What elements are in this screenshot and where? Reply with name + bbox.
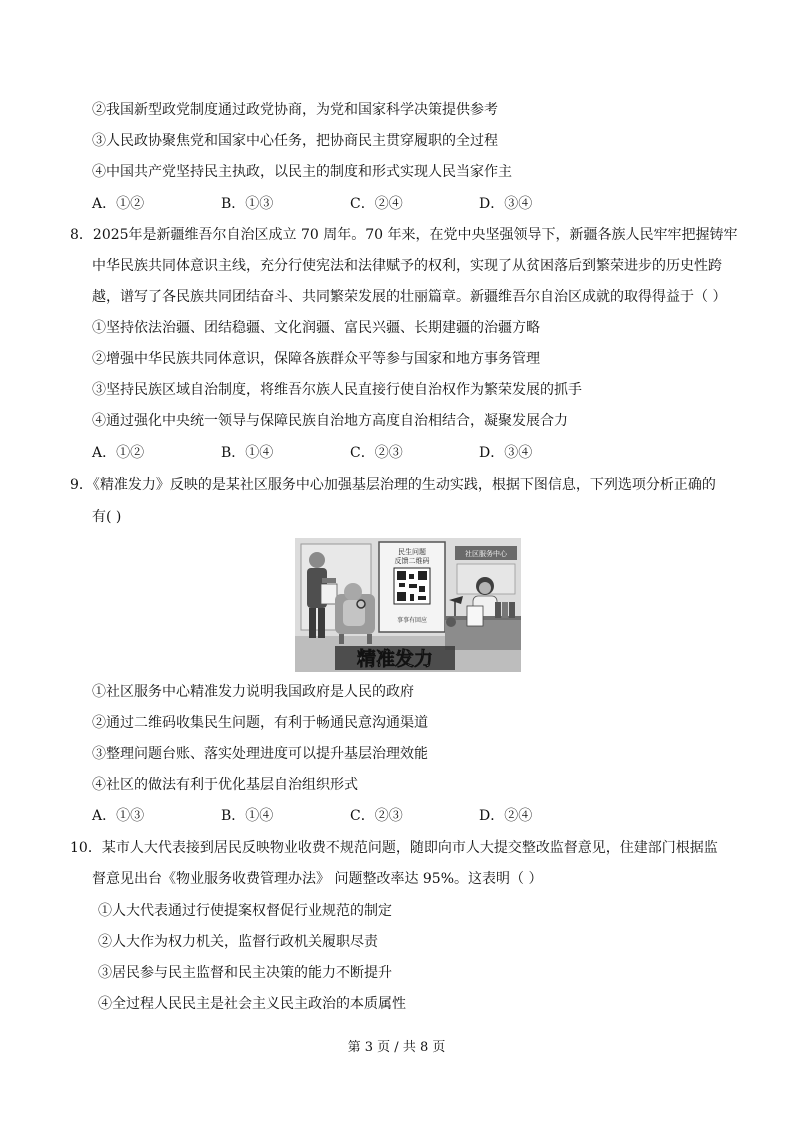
illustration-caption: 精准发力 bbox=[356, 648, 434, 670]
q8-statement-1: ①坚持依法治疆、团结稳疆、文化润疆、富民兴疆、长期建疆的治疆方略 bbox=[92, 320, 540, 336]
q8-statement-3: ③坚持民族区域自治制度，将维吾尔族人民直接行使自治权作为繁荣发展的抓手 bbox=[92, 382, 582, 398]
q9-option-c: C．②③ bbox=[350, 808, 403, 824]
q9-options bbox=[92, 806, 608, 826]
q8-statement-4: ④通过强化中央统一领导与保障民族自治地方高度自治相结合，凝聚发展合力 bbox=[92, 413, 568, 429]
q8-stem-line-3: 越，谱写了各民族共同团结奋斗、共同繁荣发展的壮丽篇章。新疆维吾尔自治区成就的取得得益于（ ） bbox=[92, 289, 727, 305]
q8-option-a: A．①② bbox=[92, 445, 145, 461]
q10-statement-3: ③居民参与民主监督和民主决策的能力不断提升 bbox=[98, 965, 392, 981]
q7-option-b: B．①③ bbox=[221, 196, 274, 212]
q8-option-c: C．②③ bbox=[350, 445, 403, 461]
q9-statement-1: ①社区服务中心精准发力说明我国政府是人民的政府 bbox=[92, 684, 414, 700]
q8-stem-line-2: 中华民族共同体意识主线，充分行使宪法和法律赋予的权利，实现了从贫困落后到繁荣进步的历史性跨 bbox=[92, 258, 722, 274]
q9-statement-2: ②通过二维码收集民生问题，有利于畅通民意沟通渠道 bbox=[92, 715, 428, 731]
q7-statement-4: ④中国共产党坚持民主执政，以民主的制度和形式实现人民当家作主 bbox=[92, 164, 512, 180]
q10-statement-4: ④全过程人民民主是社会主义民主政治的本质属性 bbox=[98, 996, 406, 1012]
q9-statement-4: ④社区的做法有利于优化基层自治组织形式 bbox=[92, 777, 358, 793]
page-footer: 第 3 页 / 共 8 页 bbox=[347, 1040, 446, 1055]
q8-option-b: B．①④ bbox=[221, 445, 274, 461]
q10-statement-1: ①人大代表通过行使提案权督促行业规范的制定 bbox=[98, 903, 392, 919]
q7-option-a: A．①② bbox=[92, 196, 145, 212]
q7-statement-3: ③人民政协聚焦党和国家中心任务，把协商民主贯穿履职的全过程 bbox=[92, 133, 498, 149]
q9-option-b: B．①④ bbox=[221, 808, 274, 824]
qr-poster-subtitle: 事事有回应 bbox=[396, 617, 428, 624]
q9-option-d: D．②④ bbox=[479, 808, 533, 824]
desk-sign-text: 社区服务中心 bbox=[465, 550, 507, 558]
q7-option-c: C．②④ bbox=[350, 196, 403, 212]
q9-stem-line-1: 9．《精准发力》反映的是某社区服务中心加强基层治理的生动实践，根据下图信息，下列选项分析正确的 bbox=[70, 477, 716, 493]
q10-statement-2: ②人大作为权力机关，监督行政机关履职尽责 bbox=[98, 934, 378, 950]
q7-options bbox=[92, 194, 608, 214]
qr-poster-line-2: 反馈二维码 bbox=[394, 557, 430, 565]
qr-poster-line-1: 民生问题 bbox=[398, 548, 426, 556]
q8-statement-2: ②增强中华民族共同体意识，保障各族群众平等参与国家和地方事务管理 bbox=[92, 351, 540, 367]
q8-option-d: D．③④ bbox=[479, 445, 533, 461]
q9-illustration bbox=[295, 538, 521, 672]
q10-stem-line-1: 10．某市人大代表接到居民反映物业收费不规范问题，随即向市人大提交整改监督意见，住建部门根据监 bbox=[70, 840, 718, 856]
q10-stem-line-2: 督意见出台《物业服务收费管理办法》 问题整改率达 95%。这表明（ ） bbox=[92, 871, 543, 887]
q8-stem-line-1: 8．2025年是新疆维吾尔自治区成立 70 周年。70 年来，在党中央坚强领导下，新疆各族人民牢牢把握铸牢 bbox=[70, 227, 738, 243]
q7-option-d: D．③④ bbox=[479, 196, 533, 212]
q9-stem-line-2: 有( ) bbox=[92, 509, 122, 525]
q9-option-a: A．①③ bbox=[92, 808, 145, 824]
qr-code-poster bbox=[379, 542, 445, 632]
q8-options bbox=[92, 443, 608, 463]
q9-statement-3: ③整理问题台账、落实处理进度可以提升基层治理效能 bbox=[92, 746, 428, 762]
q7-statement-2: ②我国新型政党制度通过政党协商，为党和国家科学决策提供参考 bbox=[92, 102, 498, 118]
